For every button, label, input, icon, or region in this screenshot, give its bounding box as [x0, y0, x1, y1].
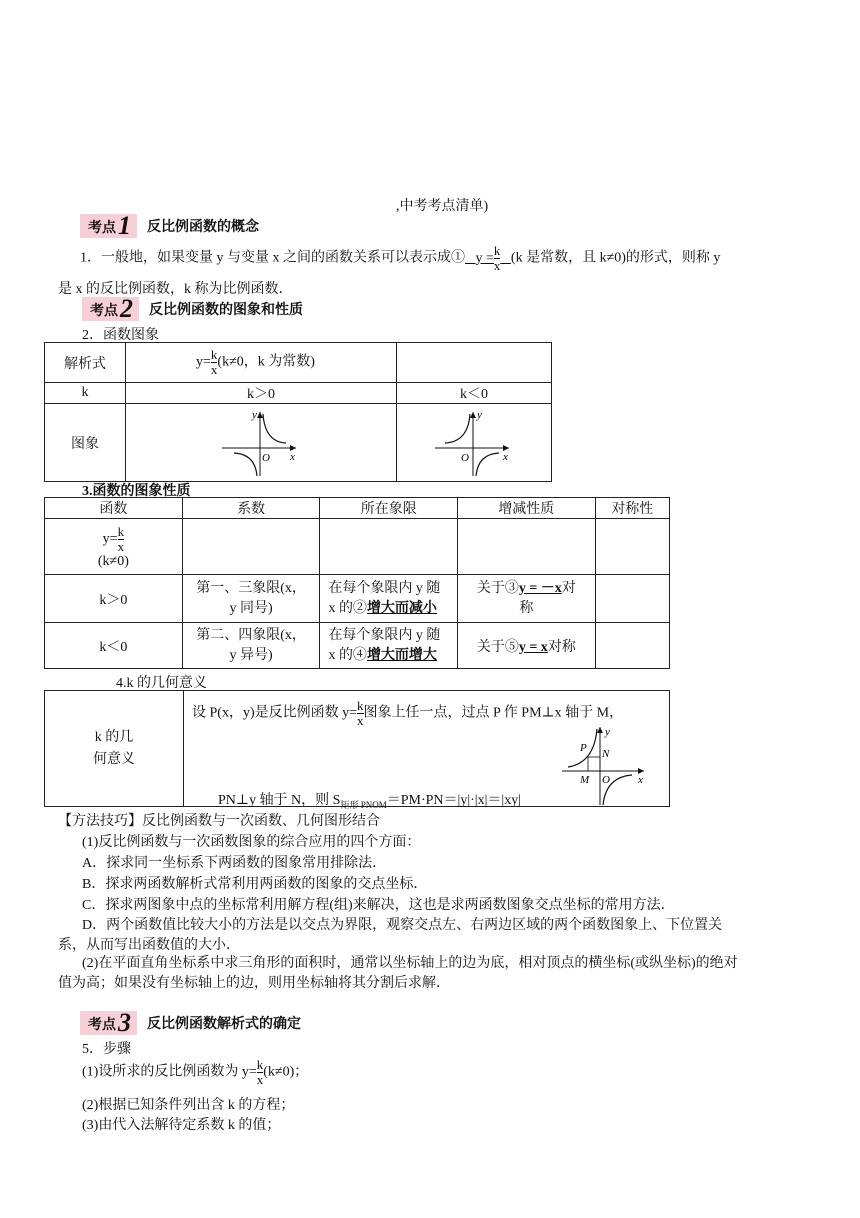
cell-label: 解析式: [45, 343, 126, 383]
method-line: B．探求两函数解析式常利用两函数的图象的交点坐标．: [82, 877, 428, 892]
section-badge: 考点 3: [80, 1011, 137, 1035]
cell-monotonic: 在每个象限内 y 随 x 的④增大而增大: [320, 623, 458, 669]
cell-quadrant: 第二、四象限(x， y 异号): [182, 623, 320, 669]
svg-text:O: O: [602, 774, 610, 786]
table-2-heading: 3.函数的图象性质: [82, 484, 191, 499]
svg-text:O: O: [262, 451, 270, 464]
function-graph-table: [44, 342, 552, 482]
page-title: ,中考考点清单): [396, 199, 489, 214]
header-cell: 所在象限: [320, 498, 458, 519]
cell-symmetry: 关于⑤y = x对称: [458, 623, 596, 669]
cell-label: k 的几 何意义: [45, 691, 184, 807]
cell-k-negative: k＜0: [397, 383, 552, 404]
svg-text:y: y: [252, 408, 257, 421]
rectangle-pnom-figure: [558, 725, 650, 807]
cell-label: k: [45, 383, 126, 404]
step-2: (2)根据已知条件列出含 k 的方程；: [82, 1098, 295, 1113]
section-title: 反比例函数的图象和性质: [149, 302, 303, 318]
section-badge: 考点 2: [82, 297, 139, 321]
svg-text:P: P: [580, 742, 587, 754]
table-3-heading: 4.k 的几何意义: [116, 676, 207, 691]
item-1-line-2: 是 x 的反比例函数，k 称为比例函数．: [58, 282, 293, 297]
section-1-header: [80, 211, 259, 240]
section-badge: 考点 1: [80, 214, 137, 238]
k-meaning-table: [44, 690, 670, 810]
method-line: D．两个函数值比较大小的方法是以交点为界限，观察交点左、右两边区域的两个函数图象上、下位置关: [82, 918, 723, 933]
method-line: 值为高；如果没有坐标轴上的边，则用坐标轴将其分割后求解．: [58, 976, 450, 991]
svg-text:x: x: [638, 774, 643, 786]
function-property-table: [44, 497, 670, 669]
svg-text:O: O: [461, 451, 469, 464]
section-title: 反比例函数的概念: [147, 219, 259, 235]
cell-symmetry: 关于③y = －x对 称: [458, 575, 596, 623]
header-cell: 增减性质: [458, 498, 596, 519]
section-2-header: [82, 294, 303, 323]
cell-quadrant: 第一、三象限(x， y 同号): [182, 575, 320, 623]
hyperbola-graph-positive: [216, 408, 306, 478]
graph-k-negative: [397, 404, 552, 482]
method-line: (2)在平面直角坐标系中求三角形的面积时，通常以坐标轴上的边为底，相对顶点的横坐标(或纵坐标)的绝对: [82, 956, 738, 971]
step-3: (3)由代入法解待定系数 k 的值；: [82, 1118, 281, 1133]
k-meaning-text-2: PN⊥y 轴于 N，则 $S_{矩形 PNOM}=PM\cdot PN=|y|\cdot|x|=|xy|$: [218, 793, 522, 810]
cell-k: k＞0: [45, 575, 183, 623]
header-cell: 系数: [182, 498, 320, 519]
svg-text:y: y: [605, 726, 610, 738]
svg-text:x: x: [503, 450, 508, 463]
hyperbola-graph-negative: [429, 408, 519, 478]
method-line: C．探求两图象中点的坐标常利用解方程(组)来解决，这也是求两函数图象交点坐标的常用方法．: [82, 898, 675, 913]
cell-label: 图象: [45, 404, 126, 482]
svg-text:N: N: [602, 748, 610, 760]
item-1-line-1: 1．一般地，如果变量 y 与变量 x 之间的函数关系可以表示成① y = $\frac{k}{x}$ (k 是常数，且 k≠0)的形式，则称 y: [80, 243, 721, 273]
cell-function: y= $\frac{k}{x}$ (k≠0): [45, 519, 183, 575]
method-title: 【方法技巧】反比例函数与一次函数、几何图形结合: [58, 814, 380, 829]
svg-text:x: x: [290, 450, 295, 463]
cell-k-meaning: [184, 691, 670, 810]
method-line: A．探求同一坐标系下两函数的图象常用排除法．: [82, 856, 387, 871]
section-title: 反比例函数解析式的确定: [147, 1016, 301, 1032]
table-1-heading: 2．函数图象: [82, 328, 159, 343]
cell-k-positive: k＞0: [126, 383, 397, 404]
svg-text:M: M: [580, 774, 590, 786]
method-line: 系，从而写出函数值的大小．: [58, 938, 240, 953]
k-meaning-text-1: 设 P(x，y)是反比例函数 y= $\frac{k}{x}$ 图象上任一点，过点 P 作 PM⊥x 轴于 M，: [192, 698, 624, 728]
svg-text:y: y: [477, 408, 482, 421]
cell-expression: y= $\frac{k}{x}$ (k≠0，k 为常数): [126, 343, 397, 383]
section-3-header: [80, 1008, 301, 1037]
method-line: (1)反比例函数与一次函数图象的综合应用的四个方面：: [82, 835, 421, 850]
steps-heading: 5．步骤: [82, 1042, 131, 1057]
step-1: (1)设所求的反比例函数为 y= $\frac{k}{x}$ (k≠0)；: [82, 1057, 309, 1087]
cell-k: k＜0: [45, 623, 183, 669]
graph-k-positive: [126, 404, 397, 482]
header-cell: 函数: [45, 498, 183, 519]
header-cell: 对称性: [595, 498, 669, 519]
cell-monotonic: 在每个象限内 y 随 x 的②增大而减小: [320, 575, 458, 623]
